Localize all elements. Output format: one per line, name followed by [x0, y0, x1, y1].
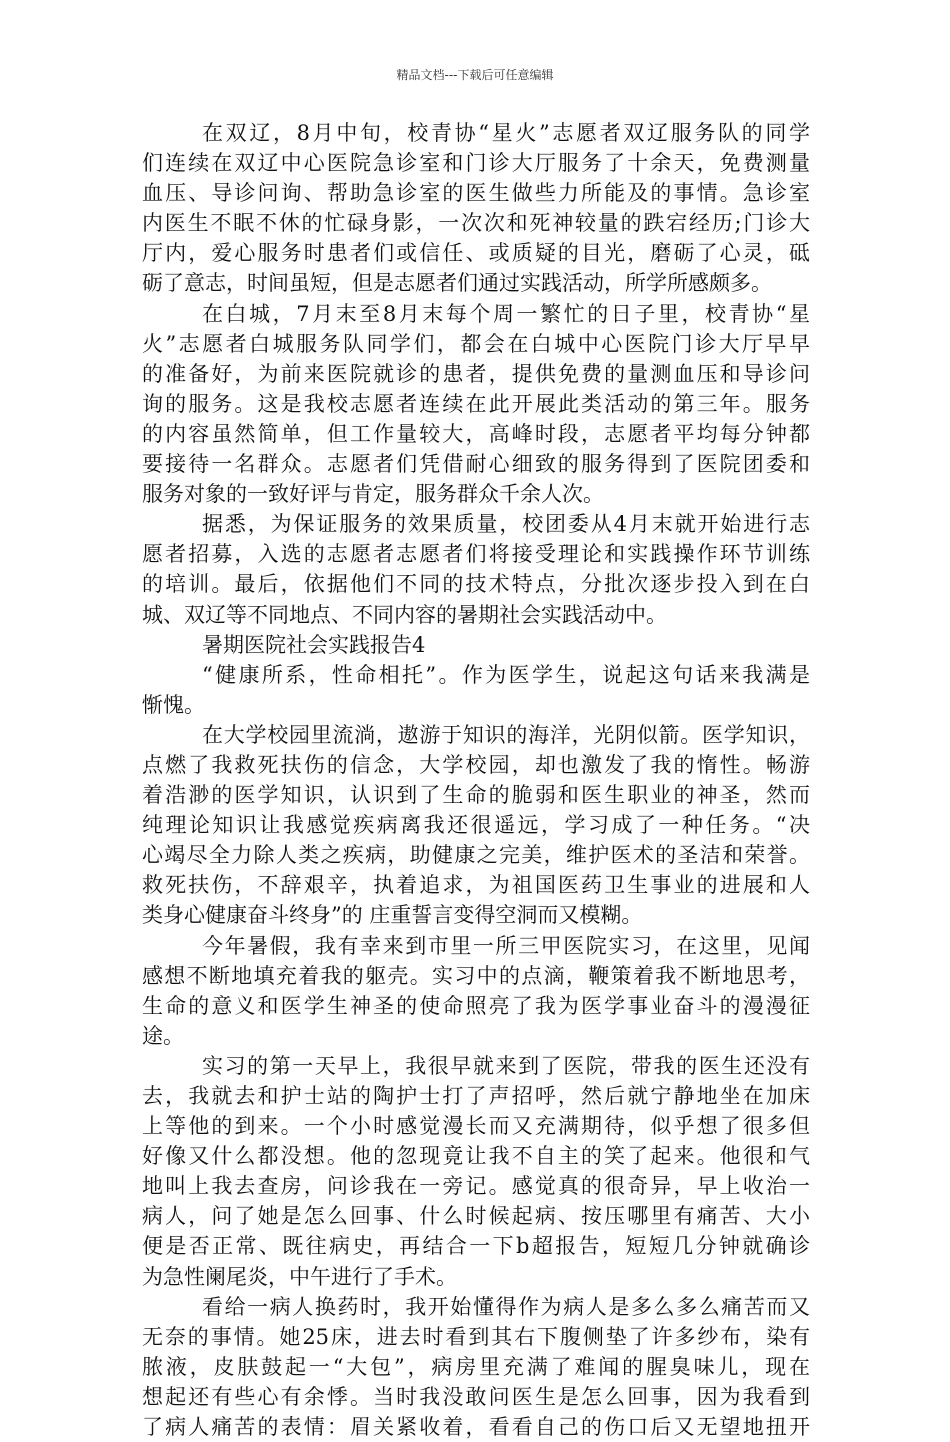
text-line: 生命的意义和医学生神圣的使命照亮了我为医学事业奋斗的漫漫征 — [142, 993, 810, 1018]
document-body — [142, 118, 810, 1442]
text-line: 上等他的到来。一个小时感觉漫长而又充满期待，似乎想了很多但 — [142, 1114, 810, 1139]
text-line: 救死扶伤，不辞艰辛，执着追求，为祖国医药卫生事业的进展和人 — [142, 873, 810, 898]
text-line: 便是否正常、既往病史，再结合一下b超报告，短短几分钟就确诊 — [142, 1234, 810, 1259]
text-line: 病人，问了她是怎么回事、什么时候起病、按压哪里有痛苦、大小 — [142, 1204, 810, 1229]
text-line: 在白城，7月末至8月末每个周一繁忙的日子里，校青协“星 — [202, 301, 810, 326]
text-line: 去，我就去和护士站的陶护士打了声招呼，然后就宁静地坐在加床 — [142, 1084, 810, 1108]
text-line: 为急性阑尾炎，中午进行了手术。 — [142, 1264, 457, 1289]
text-line: 砺了意志，时间虽短，但是志愿者们通过实践活动，所学所感颇多。 — [142, 271, 772, 296]
text-line: 实习的第一天早上，我很早就来到了医院，带我的医生还没有 — [202, 1053, 810, 1078]
page-header: 精品文档---下载后可任意编辑 — [396, 68, 554, 82]
text-line: 在大学校园里流淌，遨游于知识的海洋，光阴似箭。医学知识， — [202, 722, 810, 747]
text-line: 厅内，爱心服务时患者们或信任、或质疑的目光，磨砺了心灵，砥 — [142, 241, 810, 266]
text-line: 在双辽，8月中旬，校青协“星火”志愿者双辽服务队的同学 — [202, 121, 810, 145]
text-line: 的内容虽然简单，但工作量较大，高峰时段，志愿者平均每分钟都 — [142, 421, 810, 446]
text-line: 今年暑假，我有幸来到市里一所三甲医院实习，在这里，见闻 — [202, 933, 810, 958]
text-line: 要接待一名群众。志愿者们凭借耐心细致的服务得到了医院团委和 — [142, 452, 810, 477]
text-line: “健康所系，性命相托”。作为医学生，说起这句话来我满是 — [202, 662, 810, 687]
text-line: 服务对象的一致好评与肯定，服务群众千余人次。 — [142, 482, 604, 507]
text-line: 点燃了我救死扶伤的信念，大学校园，却也激发了我的惰性。畅游 — [142, 752, 810, 777]
text-line: 脓液，皮肤鼓起一“大包”，病房里充满了难闻的腥臭味儿，现在 — [142, 1354, 810, 1379]
text-line: 地叫上我去查房，问诊我在一旁记。感觉真的很奇异，早上收治一 — [142, 1174, 810, 1199]
text-line: 纯理论知识让我感觉疾病离我还很遥远，学习成了一种任务。“决 — [142, 813, 810, 838]
text-line: 好像又什么都没想。他的忽现竟让我不自主的笑了起来。他很和气 — [142, 1144, 810, 1169]
text-line: 看给一病人换药时，我开始懂得作为病人是多么多么痛苦而又 — [202, 1294, 810, 1319]
text-line: 的准备好，为前来医院就诊的患者，提供免费的量测血压和导诊问 — [142, 361, 810, 386]
text-line: 感想不断地填充着我的躯壳。实习中的点滴，鞭策着我不断地思考， — [142, 963, 810, 988]
text-line: 据悉，为保证服务的效果质量，校团委从4月末就开始进行志 — [202, 512, 810, 537]
text-line: 类身心健康奋斗终身”的 庄重誓言变得空洞而又模糊。 — [142, 903, 643, 928]
section-heading: 暑期医院社会实践报告4 — [202, 632, 426, 657]
text-line: 血压、导诊问询、帮助急诊室的医生做些力所能及的事情。急诊室 — [142, 181, 810, 206]
text-line: 们连续在双辽中心医院急诊室和门诊大厅服务了十余天，免费测量 — [142, 151, 810, 176]
text-line: 询的服务。这是我校志愿者连续在此开展此类活动的第三年。服务 — [142, 391, 810, 416]
text-line: 了病人痛苦的表情：眉关紧收着，看看自己的伤口后又无望地扭开 — [142, 1415, 810, 1440]
text-line: 想起还有些心有余悸。当时我没敢问医生是怎么回事，因为我看到 — [142, 1384, 810, 1409]
text-line: 内医生不眠不休的忙碌身影，一次次和死神较量的跌宕经历;门诊大 — [142, 211, 810, 236]
text-line: 心竭尽全力除人类之疾病，助健康之完美，维护医术的圣洁和荣誉。 — [142, 843, 810, 868]
text-line: 着浩渺的医学知识，认识到了生命的脆弱和医生职业的神圣，然而 — [142, 783, 810, 808]
text-line: 火”志愿者白城服务队同学们，都会在白城中心医院门诊大厅早早 — [142, 331, 810, 356]
text-line: 城、双辽等不同地点、不同内容的暑期社会实践活动中。 — [142, 602, 667, 627]
text-line: 途。 — [142, 1023, 184, 1048]
text-line: 惭愧。 — [142, 692, 205, 717]
text-line: 的培训。最后，依据他们不同的技术特点，分批次逐步投入到在白 — [142, 572, 810, 597]
text-line: 无奈的事情。她25床，进去时看到其右下腹侧垫了许多纱布，染有 — [142, 1324, 810, 1349]
text-line: 愿者招募，入选的志愿者志愿者们将接受理论和实践操作环节训练 — [142, 542, 810, 567]
